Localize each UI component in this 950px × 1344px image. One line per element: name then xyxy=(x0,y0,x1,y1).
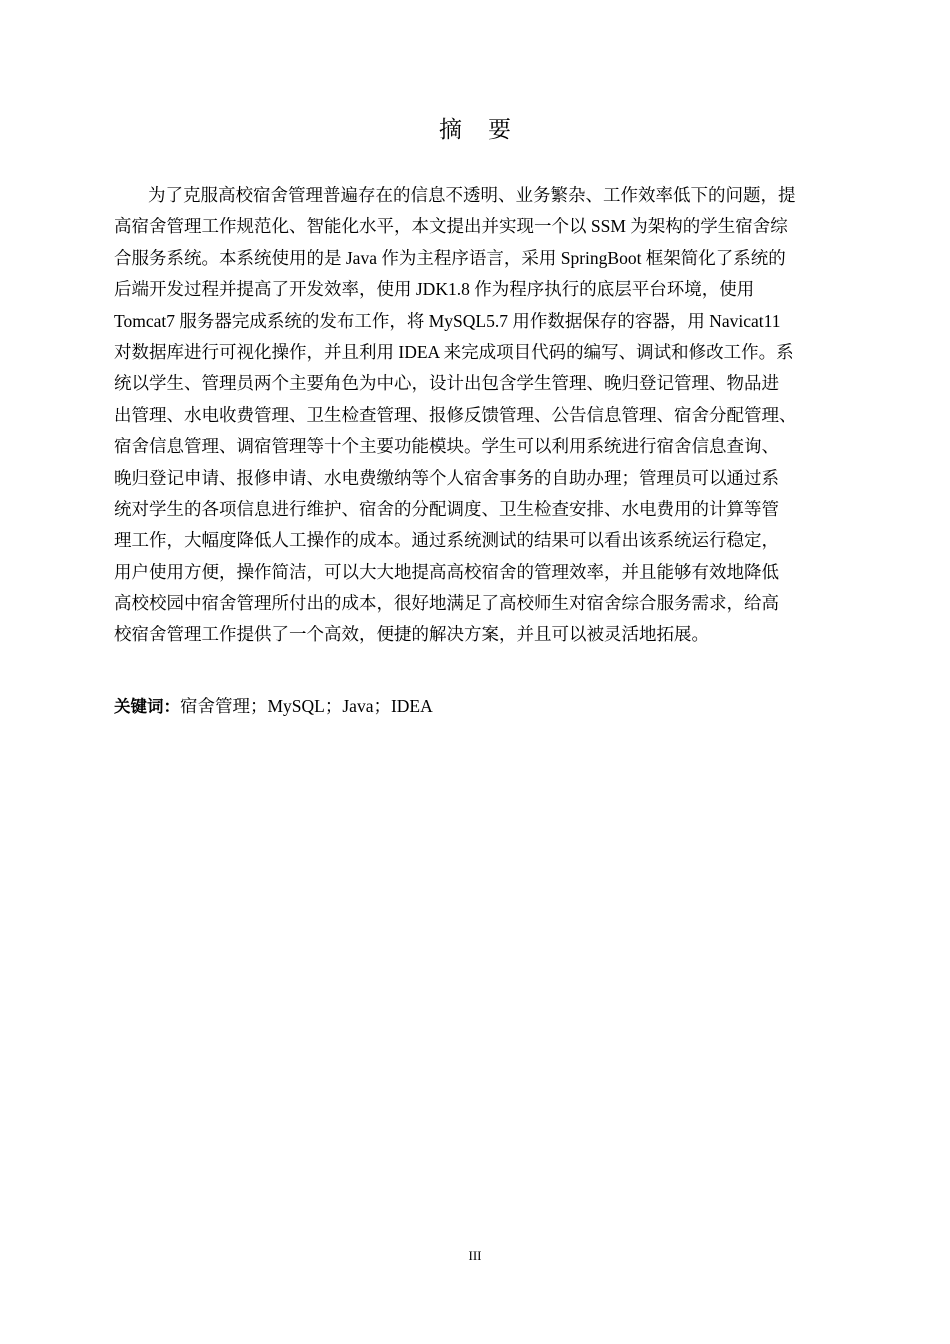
abstract-line: 为了克服高校宿舍管理普遍存在的信息不透明、业务繁杂、工作效率低下的问题，提 xyxy=(148,185,796,205)
abstract-line: 校宿舍管理工作提供了一个高效，便捷的解决方案，并且可以被灵活地拓展。 xyxy=(114,624,709,645)
page-number: III xyxy=(468,1248,482,1263)
abstract-line: 后端开发过程并提高了开发效率，使用 JDK1.8 作为程序执行的底层平台环境，使用 xyxy=(114,279,755,300)
page-title: 摘要 xyxy=(439,117,537,143)
abstract-line: 统以学生、管理员两个主要角色为中心，设计出包含学生管理、晚归登记管理、物品进 xyxy=(114,373,779,394)
keywords-text: 宿舍管理；MySQL；Java；IDEA xyxy=(180,696,433,716)
abstract-line: 高校校园中宿舍管理所付出的成本，很好地满足了高校师生对宿舍综合服务需求，给高 xyxy=(114,593,779,614)
keywords xyxy=(114,690,433,723)
abstract-line: Tomcat7 服务器完成系统的发布工作，将 MySQL5.7 用作数据保存的容器，用 Navicat11 xyxy=(114,310,781,331)
abstract-line: 统对学生的各项信息进行维护、宿舍的分配调度、卫生检查安排、水电费用的计算等管 xyxy=(114,498,779,519)
abstract-line: 宿舍信息管理、调宿管理等十个主要功能模块。学生可以利用系统进行宿舍信息查询、 xyxy=(114,436,779,457)
keywords-label: 关键词： xyxy=(114,697,180,716)
abstract-line: 高宿舍管理工作规范化、智能化水平，本文提出并实现一个以 SSM 为架构的学生宿舍综 xyxy=(114,216,788,237)
abstract-line: 用户使用方便，操作简洁，可以大大地提高高校宿舍的管理效率，并且能够有效地降低 xyxy=(114,561,779,582)
abstract-line: 晚归登记申请、报修申请、水电费缴纳等个人宿舍事务的自助办理；管理员可以通过系 xyxy=(114,467,779,488)
abstract-line: 出管理、水电收费管理、卫生检查管理、报修反馈管理、公告信息管理、宿舍分配管理、 xyxy=(114,404,797,425)
abstract-body xyxy=(114,180,856,651)
abstract-line: 对数据库进行可视化操作，并且利用 IDEA 来完成项目代码的编写、调试和修改工作。系 xyxy=(114,341,794,362)
abstract-line: 理工作，大幅度降低人工操作的成本。通过系统测试的结果可以看出该系统运行稳定， xyxy=(114,530,779,551)
abstract-line: 合服务系统。本系统使用的是 Java 作为主程序语言，采用 SpringBoot 框架简化了系统的 xyxy=(114,247,786,268)
